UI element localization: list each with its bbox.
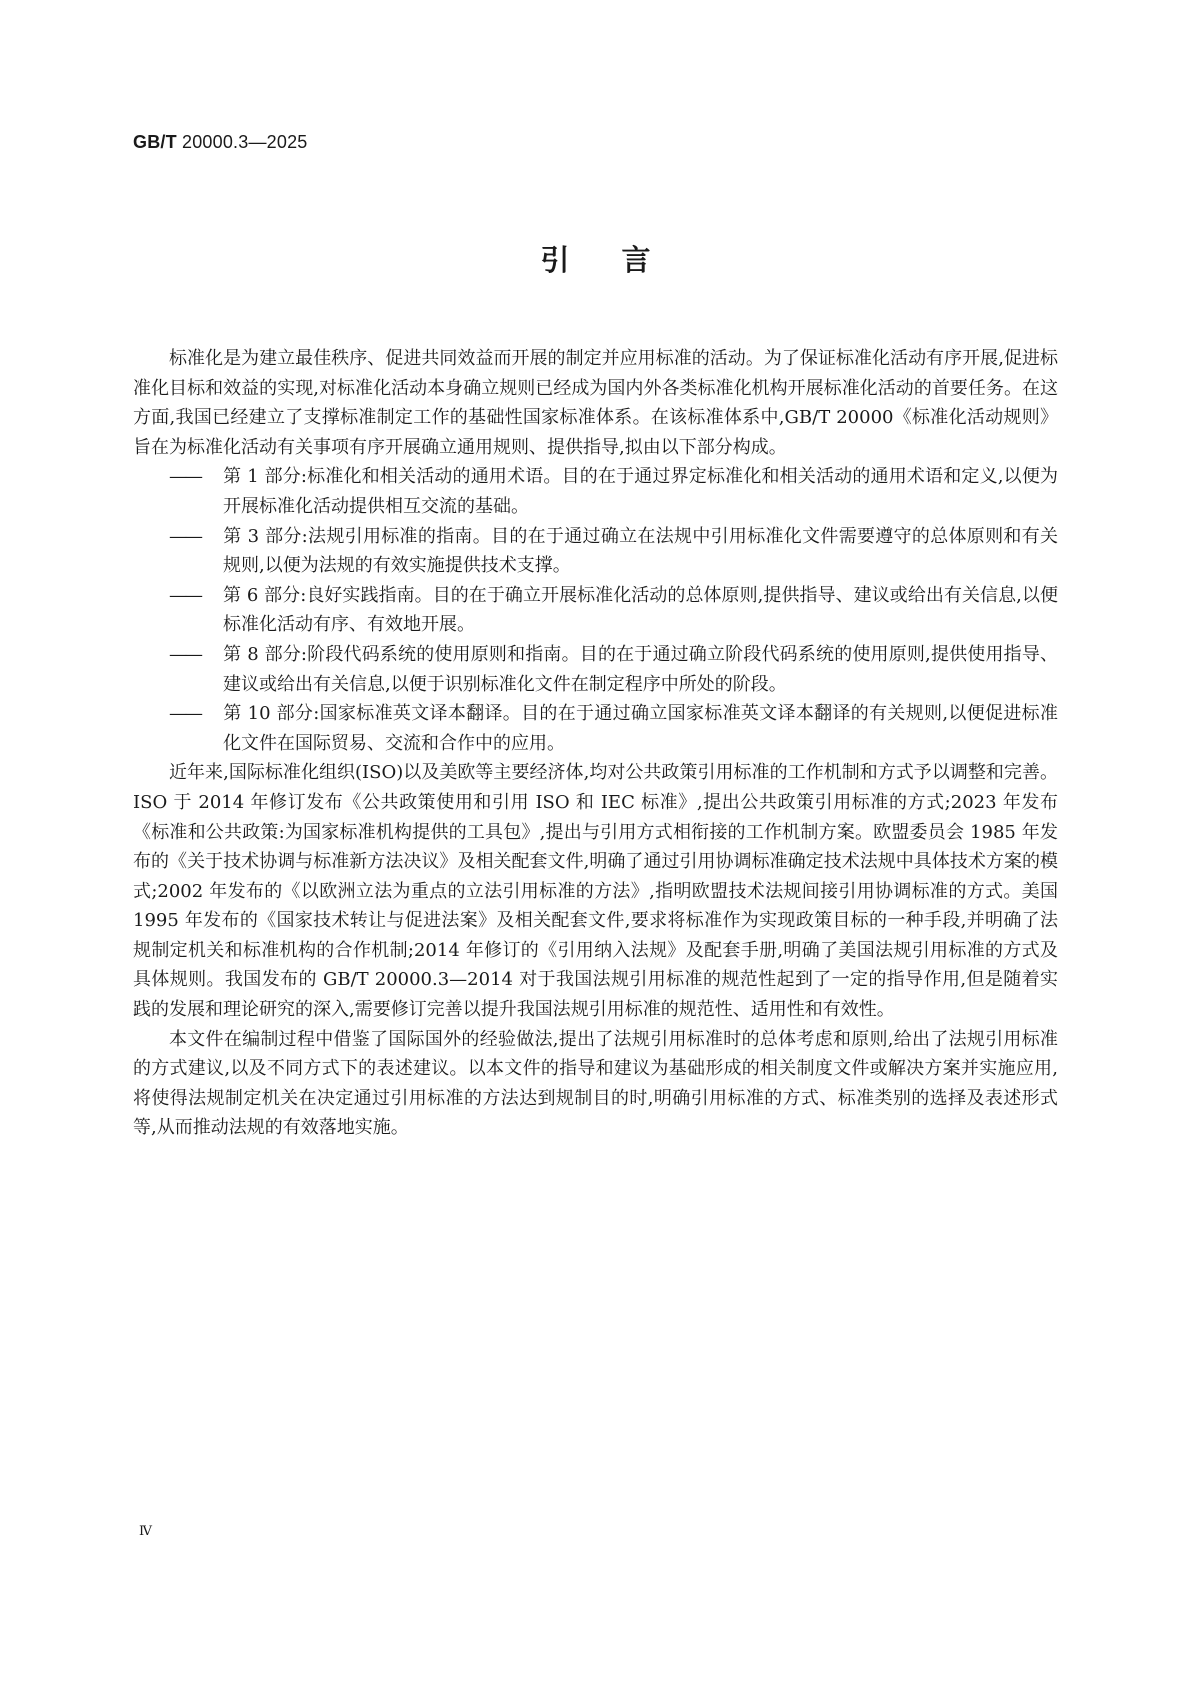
page-number: Ⅳ — [139, 1524, 152, 1539]
section-title: 引言 — [540, 243, 703, 277]
document-code-prefix: GB/T — [133, 132, 177, 152]
list-dash: —— — [169, 643, 201, 665]
parts-list — [133, 462, 1058, 758]
document-code-number: 20000.3—2025 — [182, 132, 308, 152]
intro-paragraph-2: 近年来,国际标准化组织(ISO)以及美欧等主要经济体,均对公共政策引用标准的工作机制和方式予以调整和完善。ISO 于 2014 年修订发布《公共政策使用和引用 ISO 和 IEC 标准》,提出公共政策引用标准的方式;2023 年发布《标准和公共政策:为国家标准机构提供的工具包》,提出与引用方式相衔接的工作机制方案。欧盟委员会 1985 年发布的《关于技术协调与标准新方法决议》及相关配套文件,明确了通过引用协调标准确定技术法规中具体技术方案的模式;2002 年发布的《以欧洲立法为重点的立法引用标准的方法》,指明欧盟技术法规间接引用协调标准的方式。美国 1995 年发布的《国家技术转让与促进法案》及相关配套文件,要求将标准作为实现政策目标的一种手段,并明确了法规制定机关和标准机构的合作机制;2014 年修订的《引用纳入法规》及配套手册,明确了美国法规引用标准的方式及具体规则。我国发布的 GB/T 20000.3—2014 对于我国法规引用标准的规范性起到了一定的指导作用,但是随着实践的发展和理论研究的深入,需要修订完善以提升我国法规引用标准的规范性、适用性和有效性。 — [133, 762, 1058, 1021]
list-item-part-10 — [151, 699, 1058, 758]
list-item-part-3 — [151, 522, 1058, 581]
introduction-body — [133, 344, 1058, 1143]
list-item-part-1 — [151, 462, 1058, 521]
intro-paragraph-3: 本文件在编制过程中借鉴了国际国外的经验做法,提出了法规引用标准时的总体考虑和原则,给出了法规引用标准的方式建议,以及不同方式下的表述建议。以本文件的指导和建议为基础形成的相关制度文件或解决方案并实施应用,将使得法规制定机关在决定通过引用标准的方法达到规制目的时,明确引用标准的方式、标准类别的选择及表述形式等,从而推动法规的有效落地实施。 — [133, 1028, 1058, 1139]
list-dash: —— — [169, 584, 201, 606]
list-item-part-8 — [151, 640, 1058, 699]
document-code — [133, 132, 308, 153]
intro-paragraph-1: 标准化是为建立最佳秩序、促进共同效益而开展的制定并应用标准的活动。为了保证标准化活动有序开展,促进标准化目标和效益的实现,对标准化活动本身确立规则已经成为国内外各类标准化机构开展标准化活动的首要任务。在这方面,我国已经建立了支撑标准制定工作的基础性国家标准体系。在该标准体系中,GB/T 20000《标准化活动规则》旨在为标准化活动有关事项有序开展确立通用规则、提供指导,拟由以下部分构成。 — [133, 348, 1058, 458]
list-item-text: 第 3 部分:法规引用标准的指南。目的在于通过确立在法规中引用标准化文件需要遵守的总体原则和有关规则,以便为法规的有效实施提供技术支撑。 — [223, 525, 1058, 577]
list-item-part-6 — [151, 581, 1058, 640]
list-dash: —— — [169, 466, 201, 488]
list-item-text: 第 10 部分:国家标准英文译本翻译。目的在于通过确立国家标准英文译本翻译的有关规则,以便促进标准化文件在国际贸易、交流和合作中的应用。 — [223, 703, 1058, 754]
list-item-text: 第 8 部分:阶段代码系统的使用原则和指南。目的在于通过确立阶段代码系统的使用原则,提供使用指导、建议或给出有关信息,以便于识别标准化文件在制定程序中所处的阶段。 — [223, 643, 1058, 695]
list-item-text: 第 6 部分:良好实践指南。目的在于确立开展标准化活动的总体原则,提供指导、建议或给出有关信息,以便标准化活动有序、有效地开展。 — [223, 584, 1058, 636]
list-dash: —— — [169, 703, 201, 725]
list-dash: —— — [169, 525, 201, 547]
list-item-text: 第 1 部分:标准化和相关活动的通用术语。目的在于通过界定标准化和相关活动的通用术语和定义,以便为开展标准化活动提供相互交流的基础。 — [223, 466, 1058, 517]
